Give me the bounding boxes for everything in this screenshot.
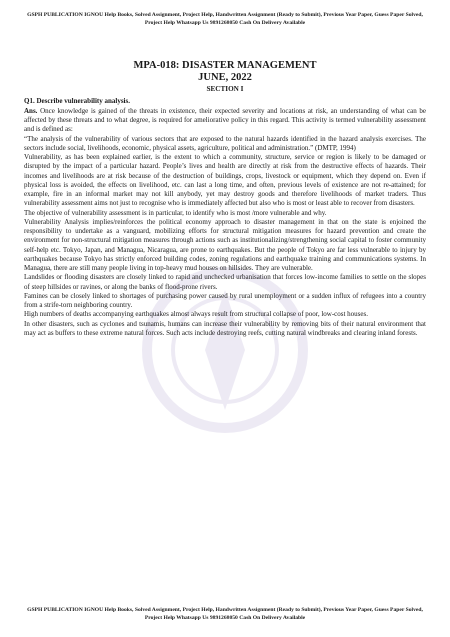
body-paragraph-definition: “The analysis of the vulnerability of various sectors that are exposed to the natural hazards identified in the hazard analysis exercises. The sectors include social, livelihoods, economic, physical assets, agriculture, political and administration.” (DMTP, 1994) — [24, 134, 426, 152]
body-paragraph-famines: Famines can be closely linked to shortages of purchasing power caused by rural unemployment or a sudden influx of refugees into a country from a strife-torn neighboring country. — [24, 291, 426, 309]
document-body — [24, 97, 426, 338]
section-heading: SECTION I — [206, 85, 244, 93]
body-paragraph-vulnerability: Vulnerability, as has been explained earlier, is the extent to which a community, structure, service or region is likely to be damaged or disrupted by the impact of a particular hazard. People’s lives and health are directly at risk from the destructive effects of hazards. Their incomes and livelihoods are at risk because of the destruction of buildings, crops, livestock or equipment, which they depend on. Even if physical loss is avoided, the effects on livelihood, etc. can last a long time, and often, previous levels of existence are not re-attained; for example, fire in an informal market may not kill anybody, yet may destroy goods and therefore livelihoods of market traders. Thus vulnerability assessment aims not just to recognise who is immediately affected but also who is most or least able to recover from disasters. — [24, 153, 426, 208]
body-paragraph-cyclones: In other disasters, such as cyclones and tsunamis, humans can increase their vulnerability by removing bits of their natural environment that may act as buffers to these extreme natural forces. Such acts include destroying reefs, cutting natural windbreaks and clearing inland forests. — [24, 319, 426, 337]
exam-session: JUNE, 2022 — [198, 72, 252, 83]
answer-intro-text: Once knowledge is gained of the threats in existence, their expected severity and locations at risk, an understanding of what can be affected by these threats and to what degree, is required for ameliorative policy in this regard. This activity is termed vulnerability assessment and is defined as: — [24, 106, 426, 134]
answer-label: Ans. — [24, 106, 38, 115]
body-paragraph-landslides: Landslides or flooding disasters are closely linked to rapid and unchecked urbanisation that forces low-income families to settle on the slopes of steep hillsides or ravines, or along the banks of flood-prone rivers. — [24, 273, 426, 291]
page-footer: GSPH PUBLICATION IGNOU Help Books, Solved Assignment, Project Help, Handwritten Assignment (Ready to Submit), Previous Year Paper, Guess Paper Solved, Project Help Whatsapp Us 9891268050 Cash On Delivery Available — [27, 607, 423, 621]
body-paragraph-earthquakes: High numbers of deaths accompanying earthquakes almost always result from structural collapse of poor, low-cost houses. — [24, 310, 368, 319]
question-heading: Q1. Describe vulnerability analysis. — [24, 97, 130, 105]
document-title: MPA-018: DISASTER MANAGEMENT — [133, 60, 317, 71]
answer-intro-paragraph — [24, 107, 426, 135]
body-paragraph-objective: The objective of vulnerability assessment is in particular, to identify who is most /more vulnerable and why. — [24, 208, 327, 217]
body-paragraph-political-economy: Vulnerability Analysis implies/reinforces the political economy approach to disaster management in that on the state is enjoined the responsibility to undertake as a vanguard, mobilizing efforts for structural mitigation measures for hazard prevention and create the environment for non-structural mitigation measures through actions such as institutionalizing/strengthening social capital to foster community self-help etc. Tokyo, Japan, and Managua, Nicaragua, are prone to earthquakes. But the people of Tokyo are far less vulnerable to injury by earthquakes because Tokyo has strictly enforced building codes, zoning regulations and earthquake training and communications systems. In Managua, there are still many people living in top-heavy mud houses on hillsides. They are vulnerable. — [24, 217, 426, 272]
page-header: GSPH PUBLICATION IGNOU Help Books, Solved Assignment, Project Help, Handwritten Assignment (Ready to Submit), Previous Year Paper, Guess Paper Solved, Project Help Whatsapp Us 9891268050 Cash On Delivery Available — [27, 12, 423, 26]
